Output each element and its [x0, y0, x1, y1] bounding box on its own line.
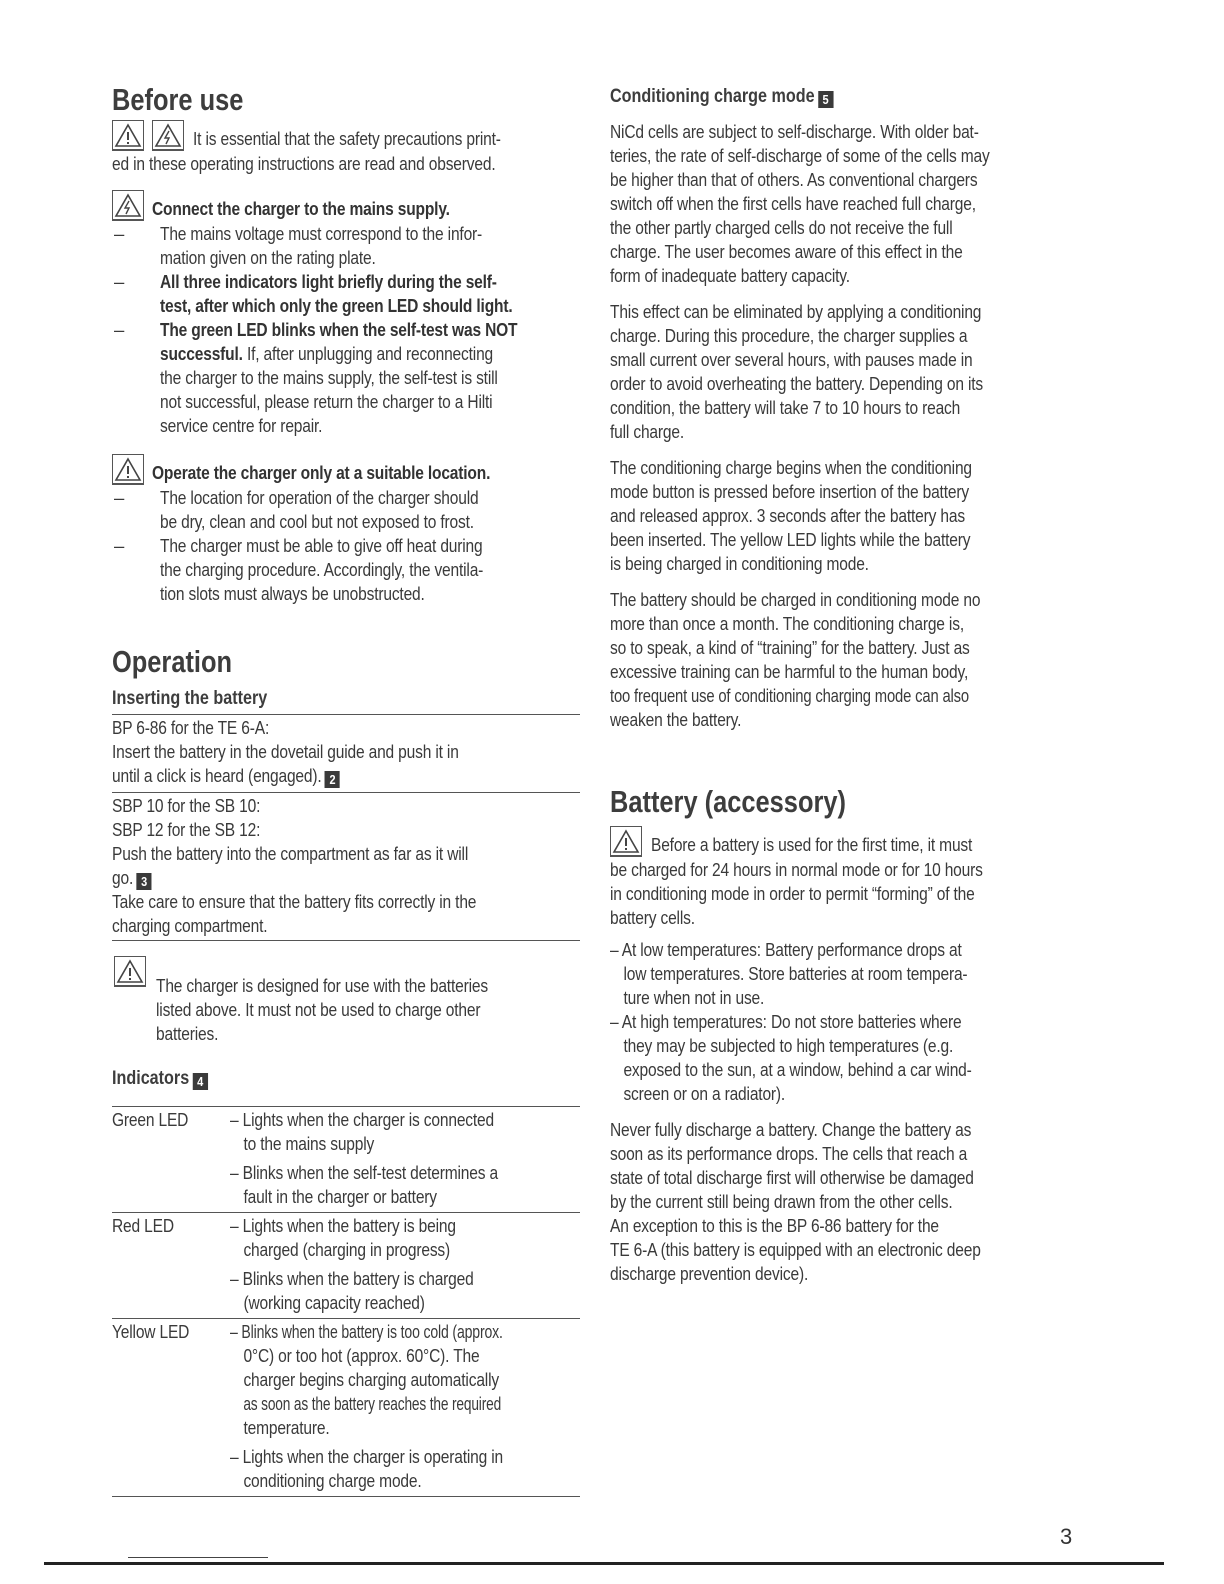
bullet-3-text: If, after unplugging and reconnecting	[242, 343, 494, 364]
paragraph-line: too frequent use of conditioning charging mode can also	[610, 685, 969, 706]
bullet-line: – At high temperatures: Do not store batteries where	[610, 1011, 962, 1032]
dash: –	[114, 535, 125, 556]
paragraph-line: be charged for 24 hours in normal mode or for 10 hours	[610, 859, 983, 880]
divider	[112, 940, 580, 941]
bullet-3-bold: successful.	[160, 343, 243, 364]
indicator-desc-line: as soon as the battery reaches the required	[243, 1393, 502, 1414]
paragraph-line: full charge.	[610, 421, 685, 442]
row-line: until a click is heard (engaged).	[112, 765, 322, 786]
operate-heading: Operate the charger only at a suitable location.	[152, 462, 491, 483]
bullet-line: – At low temperatures: Battery performance drops at	[610, 939, 962, 960]
paragraph-line: The battery should be charged in conditioning mode no	[610, 589, 981, 610]
electric-warning-icon	[112, 190, 144, 221]
warning-triangle-icon	[610, 826, 642, 857]
indicator-desc-line: – Blinks when the battery is charged	[230, 1268, 474, 1289]
bullet-line: screen or on a radiator).	[623, 1083, 786, 1104]
bullet-line: ture when not in use.	[623, 987, 765, 1008]
paragraph-line: charge. The user becomes aware of this effect in the	[610, 241, 963, 262]
paragraph-line: The conditioning charge begins when the conditioning	[610, 457, 972, 478]
paragraph-line: been inserted. The yellow LED lights while the battery	[610, 529, 971, 550]
battery-row-bp	[112, 716, 580, 788]
conditioning-heading	[610, 86, 1008, 108]
paragraph-line: This effect can be eliminated by applying a conditioning	[610, 301, 982, 322]
divider	[112, 714, 580, 715]
paragraph-line: Before a battery is used for the first time, it must	[650, 834, 973, 855]
paragraph-line: by the current still being drawn from the other cells.	[610, 1191, 953, 1212]
paragraph-line: battery cells.	[610, 907, 695, 928]
paragraph-line: so to speak, a kind of “training” for the battery. Just as	[610, 637, 970, 658]
bullet-3-line: the charger to the mains supply, the self-test is still	[160, 367, 498, 388]
paragraph-line: form of inadequate battery capacity.	[610, 265, 850, 286]
divider	[112, 1318, 580, 1319]
paragraph-line: Never fully discharge a battery. Change the battery as	[610, 1119, 972, 1140]
paragraph-line: soon as its performance drops. The cells that reach a	[610, 1143, 968, 1164]
figure-4-badge: 4	[193, 1073, 208, 1090]
battery-accessory-title: Battery (accessory)	[610, 784, 846, 819]
paragraph-line: weaken the battery.	[610, 709, 742, 730]
footer-thin-rule	[128, 1557, 268, 1558]
figure-5-badge: 5	[818, 91, 833, 108]
indicator-label: Yellow LED	[112, 1321, 190, 1342]
indicator-desc-line: 0°C) or too hot (approx. 60°C). The	[243, 1345, 480, 1366]
footer-rule	[44, 1562, 1164, 1565]
paragraph-line: mode button is pressed before insertion of the battery	[610, 481, 969, 502]
paragraph-line: more than once a month. The conditioning charge is,	[610, 613, 964, 634]
row-line: charging compartment.	[112, 915, 268, 936]
divider	[112, 1496, 580, 1497]
bullet-1-line: mation given on the rating plate.	[160, 247, 376, 268]
dash: –	[114, 319, 125, 340]
row-line: SBP 12 for the SB 12:	[112, 819, 261, 840]
never-discharge-paragraph	[610, 1118, 1078, 1286]
electric-warning-icon	[152, 120, 184, 151]
battery-row-sbp	[112, 794, 580, 938]
divider	[112, 792, 580, 793]
connect-heading: Connect the charger to the mains supply.	[152, 198, 451, 219]
warning-triangle-icon	[114, 956, 146, 987]
indicator-desc-line: charger begins charging automatically	[243, 1369, 499, 1390]
row-line: BP 6-86 for the TE 6-A:	[112, 717, 270, 738]
bullet-5-line: tion slots must always be unobstructed.	[160, 583, 425, 604]
indicator-desc-line: (working capacity reached)	[243, 1292, 425, 1313]
warning-triangle-icon	[112, 120, 144, 151]
bullet-line: they may be subjected to high temperatures (e.g.	[623, 1035, 954, 1056]
bullet-1-line: The mains voltage must correspond to the infor-	[160, 223, 483, 244]
indicator-desc-line: – Lights when the charger is connected	[230, 1109, 495, 1130]
intro-line-1: It is essential that the safety precautions print-	[192, 128, 501, 149]
indicator-desc-line: – Lights when the charger is operating in	[230, 1446, 504, 1467]
bullet-3-line: The green LED blinks when the self-test was NOT	[160, 319, 518, 340]
indicator-desc-line: charged (charging in progress)	[243, 1239, 451, 1260]
bullet-4-line: The location for operation of the charger should	[160, 487, 479, 508]
bullet-4-line: be dry, clean and cool but not exposed to frost.	[160, 511, 474, 532]
bullet-3-line: not successful, please return the charger to a Hilti	[160, 391, 493, 412]
indicator-desc-line: – Blinks when the self-test determines a	[230, 1162, 498, 1183]
indicator-desc-line: conditioning charge mode.	[243, 1470, 422, 1491]
inserting-battery-heading: Inserting the battery	[112, 688, 268, 709]
bullet-line: low temperatures. Store batteries at room tempera-	[623, 963, 968, 984]
indicator-desc-line: temperature.	[243, 1417, 330, 1438]
paragraph-line: condition, the battery will take 7 to 10 hours to reach	[610, 397, 961, 418]
paragraph-line: NiCd cells are subject to self-discharge. With older bat-	[610, 121, 979, 142]
row-line: Insert the battery in the dovetail guide and push it in	[112, 741, 459, 762]
paragraph-line: is being charged in conditioning mode.	[610, 553, 869, 574]
paragraph-line: order to avoid overheating the battery. Depending on its	[610, 373, 984, 394]
paragraph-line: be higher than that of others. As conventional chargers	[610, 169, 978, 190]
dash: –	[114, 487, 125, 508]
paragraph-line: and released approx. 3 seconds after the battery has	[610, 505, 965, 526]
paragraph-line: excessive training can be harmful to the human body,	[610, 661, 969, 682]
before-use-title: Before use	[112, 82, 244, 117]
indicators-heading	[112, 1068, 510, 1090]
indicator-desc-line: fault in the charger or battery	[243, 1186, 437, 1207]
operate-location-section	[112, 454, 580, 606]
figure-3-badge: 3	[136, 873, 151, 890]
conditioning-paragraph-2	[610, 300, 1078, 444]
divider	[112, 1106, 580, 1107]
bullet-line: exposed to the sun, at a window, behind a car wind-	[623, 1059, 972, 1080]
conditioning-paragraph-3	[610, 456, 1078, 576]
indicator-label: Green LED	[112, 1109, 189, 1130]
before-use-intro	[112, 120, 580, 176]
row-line: Push the battery into the compartment as far as it will	[112, 843, 469, 864]
paragraph-line: An exception to this is the BP 6-86 battery for the	[610, 1215, 939, 1236]
paragraph-line: TE 6-A (this battery is equipped with an electronic deep	[610, 1239, 981, 1260]
note-line: listed above. It must not be used to charge other	[156, 999, 481, 1020]
conditioning-heading-text: Conditioning charge mode	[610, 86, 815, 107]
paragraph-line: switch off when the first cells have reached full charge,	[610, 193, 976, 214]
paragraph-line: discharge prevention device).	[610, 1263, 809, 1284]
conditioning-paragraph-1	[610, 120, 1078, 288]
conditioning-paragraph-4	[610, 588, 1078, 732]
battery-intro	[610, 826, 1078, 930]
bullet-5-line: the charging procedure. Accordingly, the ventila-	[160, 559, 484, 580]
paragraph-line: teries, the rate of self-discharge of some of the cells may	[610, 145, 990, 166]
paragraph-line: small current over several hours, with pauses made in	[610, 349, 973, 370]
paragraph-line: charge. During this procedure, the charger supplies a	[610, 325, 968, 346]
high-temperature-bullet	[610, 1010, 1078, 1106]
note-line: batteries.	[156, 1023, 219, 1044]
figure-2-badge: 2	[325, 771, 340, 788]
dash: –	[114, 223, 125, 244]
divider	[112, 1212, 580, 1213]
indicator-desc-line: to the mains supply	[243, 1133, 375, 1154]
indicators-heading-text: Indicators	[112, 1068, 190, 1089]
indicator-desc-line: – Lights when the battery is being	[230, 1215, 456, 1236]
intro-line-2: ed in these operating instructions are read and observed.	[112, 153, 496, 174]
bullet-2-line: test, after which only the green LED should light.	[160, 295, 513, 316]
bullet-5-line: The charger must be able to give off heat during	[160, 535, 483, 556]
indicator-desc-line: – Blinks when the battery is too cold (approx.	[230, 1321, 503, 1342]
operation-title: Operation	[112, 644, 233, 679]
low-temperature-bullet	[610, 938, 1078, 1010]
row-line: SBP 10 for the SB 10:	[112, 795, 261, 816]
indicator-label: Red LED	[112, 1215, 174, 1236]
bullet-3-line: service centre for repair.	[160, 415, 323, 436]
paragraph-line: state of total discharge first will otherwise be damaged	[610, 1167, 974, 1188]
bullet-2-line: All three indicators light briefly during the self-	[160, 271, 497, 292]
note-line: The charger is designed for use with the batteries	[156, 975, 488, 996]
dash: –	[114, 271, 125, 292]
row-line: Take care to ensure that the battery fits correctly in the	[112, 891, 477, 912]
paragraph-line: the other partly charged cells do not receive the full	[610, 217, 953, 238]
connect-section	[112, 190, 580, 438]
warning-triangle-icon	[112, 454, 144, 485]
row-line: go.	[112, 867, 134, 888]
paragraph-line: in conditioning mode in order to permit “forming” of the	[610, 883, 975, 904]
page-number: 3	[1060, 1524, 1073, 1549]
